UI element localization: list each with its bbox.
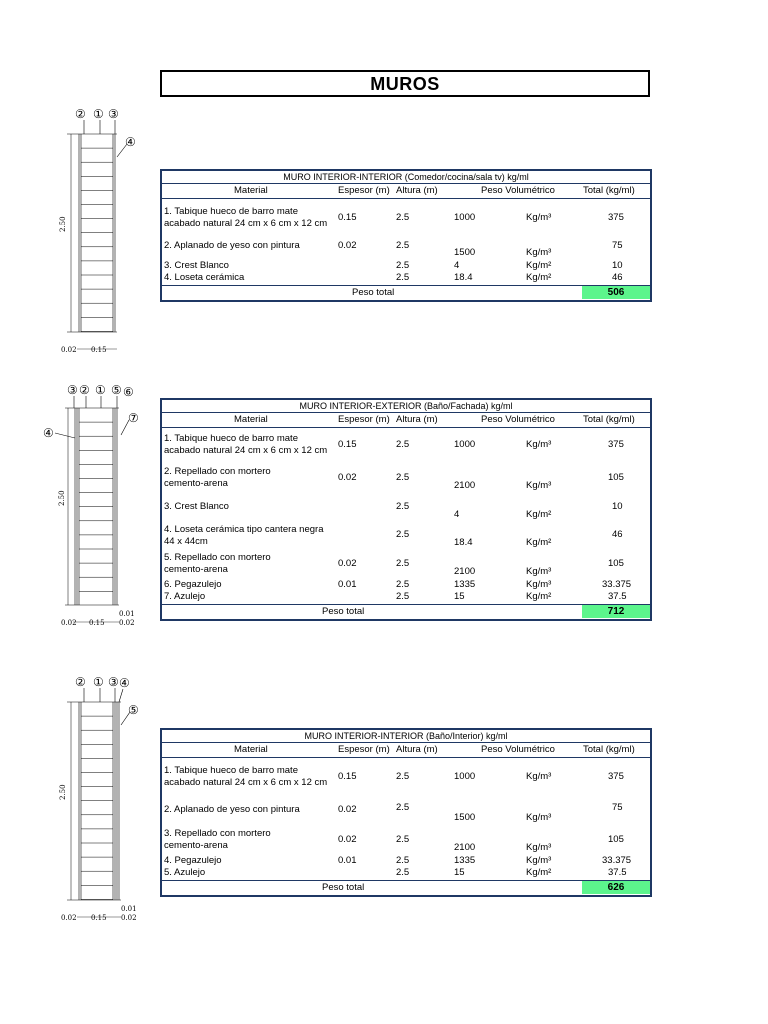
table-row: 5. Azulejo 2.5 15 Kg/m² 37.5 [164, 867, 627, 878]
svg-text:0.02: 0.02 [119, 619, 135, 627]
table-row: 2. Repellado con mortero cemento-arena 0.02 2.5 2100 Kg/m³ 105 [164, 466, 624, 491]
table-row: 1. Tabique hueco de barro mate acabado natural 24 cm x 6 cm x 12 cm 0.15 2.5 1000 Kg/m³ 375 [164, 765, 624, 788]
svg-text:0.02: 0.02 [121, 914, 137, 922]
table-caption: MURO INTERIOR-INTERIOR (Baño/Interior) kg/ml [162, 730, 650, 743]
table-row: 3. Crest Blanco 2.5 4 Kg/m² 10 [164, 501, 623, 520]
peso-total-label: Peso total [352, 287, 395, 298]
peso-total-value: 506 [582, 286, 650, 299]
peso-total-row: Peso total 712 [162, 604, 650, 619]
col-altura: Altura (m) [396, 185, 438, 196]
col-espesor: Espesor (m) [338, 185, 390, 196]
table-row: 7. Azulejo 2.5 15 Kg/m² 37.5 [164, 591, 627, 602]
label-1: ① [93, 107, 104, 121]
svg-text:0.02: 0.02 [61, 914, 77, 922]
table-row: 1. Tabique hueco de barro mate acabado natural 24 cm x 6 cm x 12 cm 0.15 2.5 1000 Kg/m³ 375 [164, 433, 624, 456]
table-row: 3. Crest Blanco 2.5 4 Kg/m² 10 [164, 260, 623, 271]
svg-text:0.15: 0.15 [89, 619, 105, 627]
table-muro-3 [160, 728, 652, 897]
svg-text:①: ① [95, 383, 106, 397]
label-2: ② [75, 107, 86, 121]
svg-text:②: ② [75, 675, 86, 689]
table-header [162, 184, 650, 199]
svg-text:0.02: 0.02 [61, 619, 77, 627]
peso-total-value: 712 [582, 605, 650, 618]
table-row: 5. Repellado con mortero cemento-arena 0.02 2.5 2100 Kg/m³ 105 [164, 552, 624, 577]
col-peso: Peso Volumétrico [481, 185, 555, 196]
svg-text:0.15: 0.15 [91, 914, 107, 922]
table-row: 2. Aplanado de yeso con pintura 0.02 2.5 1500 Kg/m³ 75 [164, 240, 623, 258]
svg-text:③: ③ [108, 675, 119, 689]
label-4: ④ [125, 135, 136, 149]
wall-section-drawing-3 [55, 670, 145, 925]
svg-text:④: ④ [43, 426, 54, 440]
table-row: 6. Pegazulejo 0.01 2.5 1335 Kg/m³ 33.375 [164, 579, 632, 590]
table-row: 4. Loseta cerámica 2.5 18.4 Kg/m² 46 [164, 272, 623, 283]
dim-0: 0.02 [61, 346, 77, 354]
table-muro-1 [160, 169, 652, 302]
table-row: 4. Pegazulejo 0.01 2.5 1335 Kg/m³ 33.375 [164, 855, 632, 866]
peso-total-row [162, 285, 650, 300]
svg-text:⑤: ⑤ [111, 383, 122, 397]
table-header: Material Espesor (m) Altura (m) Peso Volumétrico Total (kg/ml) [162, 743, 650, 758]
table-caption: MURO INTERIOR-EXTERIOR (Baño/Fachada) kg/ml [162, 400, 650, 413]
table-row: 3. Repellado con mortero cemento-arena 0.02 2.5 2100 Kg/m³ 105 [164, 828, 624, 853]
table-row: 4. Loseta cerámica tipo cantera negra 44 x 44cm 2.5 18.4 Kg/m² 46 [164, 524, 623, 548]
svg-text:①: ① [93, 675, 104, 689]
col-material: Material [234, 185, 268, 196]
wall-section-drawing-2 [43, 380, 145, 630]
label-3: ③ [108, 107, 119, 121]
svg-text:2.50: 2.50 [58, 490, 66, 506]
svg-text:0.01: 0.01 [119, 610, 135, 618]
page-title: MUROS [160, 70, 650, 97]
svg-text:④: ④ [119, 676, 130, 690]
svg-text:⑦: ⑦ [128, 411, 139, 425]
peso-total-value: 626 [582, 881, 650, 894]
table-row: 1. Tabique hueco de barro mate acabado natural 24 cm x 6 cm x 12 cm 0.15 2.5 1000 Kg/m³ 375 [164, 206, 624, 229]
table-muro-2 [160, 398, 652, 621]
svg-text:②: ② [79, 383, 90, 397]
svg-text:0.01: 0.01 [121, 905, 137, 913]
svg-text:⑤: ⑤ [128, 703, 139, 717]
height-dim: 2.50 [59, 216, 67, 232]
col-total: Total (kg/ml) [583, 185, 635, 196]
svg-text:2.50: 2.50 [59, 784, 67, 800]
table-row: 2. Aplanado de yeso con pintura 0.02 2.5 1500 Kg/m³ 75 [164, 802, 623, 823]
svg-text:⑥: ⑥ [123, 385, 134, 399]
dim-1: 0.15 [91, 346, 107, 354]
table-caption: MURO INTERIOR-INTERIOR (Comedor/cocina/sala tv) kg/ml [162, 171, 650, 184]
wall-section-drawing-1 [55, 102, 145, 357]
peso-total-row: Peso total 626 [162, 880, 650, 895]
table-header: Material Espesor (m) Altura (m) Peso Volumétrico Total (kg/ml) [162, 413, 650, 428]
svg-text:③: ③ [67, 383, 78, 397]
